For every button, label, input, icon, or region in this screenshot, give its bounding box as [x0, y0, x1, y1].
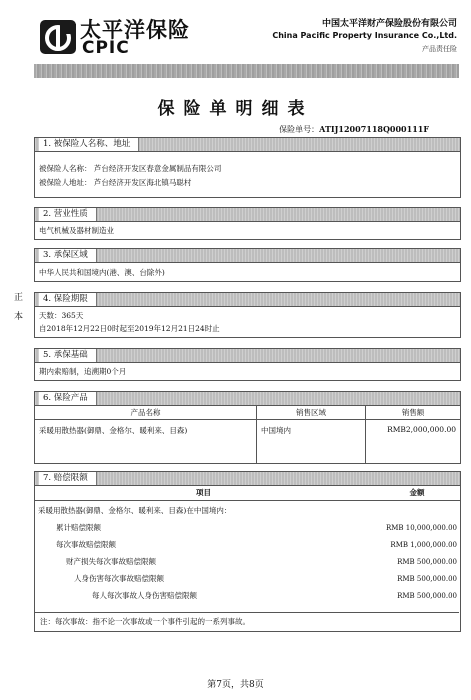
limit-amount: RMB 10,000,000.00: [385, 523, 457, 532]
section-title: 5. 承保基础: [39, 349, 97, 362]
column-header: 销售额: [366, 406, 461, 420]
brand-name-en: CPIC: [82, 38, 130, 58]
section-title: 4. 保险期限: [39, 293, 97, 306]
limit-amount: RMB 1,000,000.00: [390, 540, 457, 549]
section-title: 6. 保险产品: [39, 392, 97, 405]
period-range: 自2018年12月22日0时起至2019年12月21日24时止: [39, 324, 220, 333]
policy-number: [279, 124, 429, 135]
document-title: 保险单明细表: [157, 99, 314, 119]
section-insured-body: [34, 151, 461, 198]
section-product-header: [34, 391, 461, 406]
limit-label: 财产损失每次事故赔偿限额: [66, 557, 156, 566]
column-header: 销售区域: [257, 406, 366, 420]
section-title: 7. 赔偿限额: [39, 472, 97, 485]
limits-intro: 采暖用散热器(御鼎、金格尔、暖利来、目森)在中国境内：: [38, 505, 232, 515]
section-basis-header: [34, 348, 461, 363]
side-label-1: 正: [14, 293, 24, 303]
company-name-en: China Pacific Property Insurance Co.,Ltd.: [272, 31, 457, 40]
limit-amount: RMB 500,000.00: [397, 591, 457, 600]
limit-amount: RMB 500,000.00: [397, 574, 457, 583]
product-table: [34, 405, 461, 464]
table-row: [34, 570, 461, 587]
section-limits-header: [34, 471, 461, 486]
brand-name-cn: 太平洋保险: [80, 18, 190, 42]
product-type: 产品责任险: [422, 45, 457, 53]
table-row: [34, 501, 461, 520]
column-header: 产品名称: [35, 406, 257, 420]
side-label-2: 本: [14, 312, 24, 322]
limits-table: [34, 485, 461, 604]
territory-text: 中华人民共和国境内(港、澳、台除外): [39, 268, 165, 277]
table-header-row: [35, 406, 461, 420]
section-title: 3. 承保区域: [39, 249, 97, 262]
insured-address: 被保险人地址： 芦台经济开发区海北镇马聪村: [39, 178, 192, 187]
limits-note: 注：每次事故：指不论一次事故或一个事件引起的一系列事故。: [40, 617, 250, 626]
table-row: [34, 587, 461, 604]
policy-number-label: 保险单号：: [279, 125, 320, 134]
limit-label: 每人每次事故人身伤害赔偿限额: [92, 591, 197, 600]
section-insured-header: [34, 137, 461, 152]
section-basis-body: [34, 362, 461, 381]
table-row: [35, 420, 461, 464]
product-region: 中国境内: [257, 420, 366, 464]
column-header: 金额: [409, 488, 425, 497]
limit-label: 每次事故赔偿限额: [56, 540, 116, 549]
section-business-body: [34, 221, 461, 240]
product-name: 采暖用散热器(御鼎、金格尔、暖利来、目森): [35, 420, 257, 464]
limit-amount: RMB 500,000.00: [397, 557, 457, 566]
page-number: 第7页，共8页: [207, 680, 264, 690]
company-name-cn: 中国太平洋财产保险股份有限公司: [321, 19, 457, 29]
limit-label: 累计赔偿限额: [56, 523, 101, 532]
section-business-header: [34, 207, 461, 222]
business-nature: 电气机械及器材制造业: [39, 226, 114, 235]
table-row: [34, 519, 461, 536]
table-header-row: [34, 485, 461, 501]
header-divider: [34, 64, 459, 78]
insured-name: 被保险人名称： 芦台经济开发区春意金属制品有限公司: [39, 164, 222, 173]
policy-number-value: ATIJ12007118Q000111F: [319, 124, 429, 134]
cpic-logo-icon: [40, 20, 76, 54]
limits-note-divider: [34, 612, 459, 613]
section-territory-header: [34, 248, 461, 263]
section-period-body: [34, 306, 461, 338]
section-title: 2. 营业性质: [39, 208, 97, 221]
product-sales: RMB2,000,000.00: [366, 420, 461, 464]
period-days: 天数：365天: [39, 311, 84, 320]
section-period-header: [34, 292, 461, 307]
column-header: 项目: [196, 488, 211, 497]
table-row: [34, 553, 461, 570]
table-row: [34, 536, 461, 553]
section-title: 1. 被保险人名称、地址: [39, 138, 139, 151]
basis-text: 期内索赔制，追溯期0个月: [39, 367, 127, 376]
section-territory-body: [34, 262, 461, 282]
limit-label: 人身伤害每次事故赔偿限额: [74, 574, 164, 583]
